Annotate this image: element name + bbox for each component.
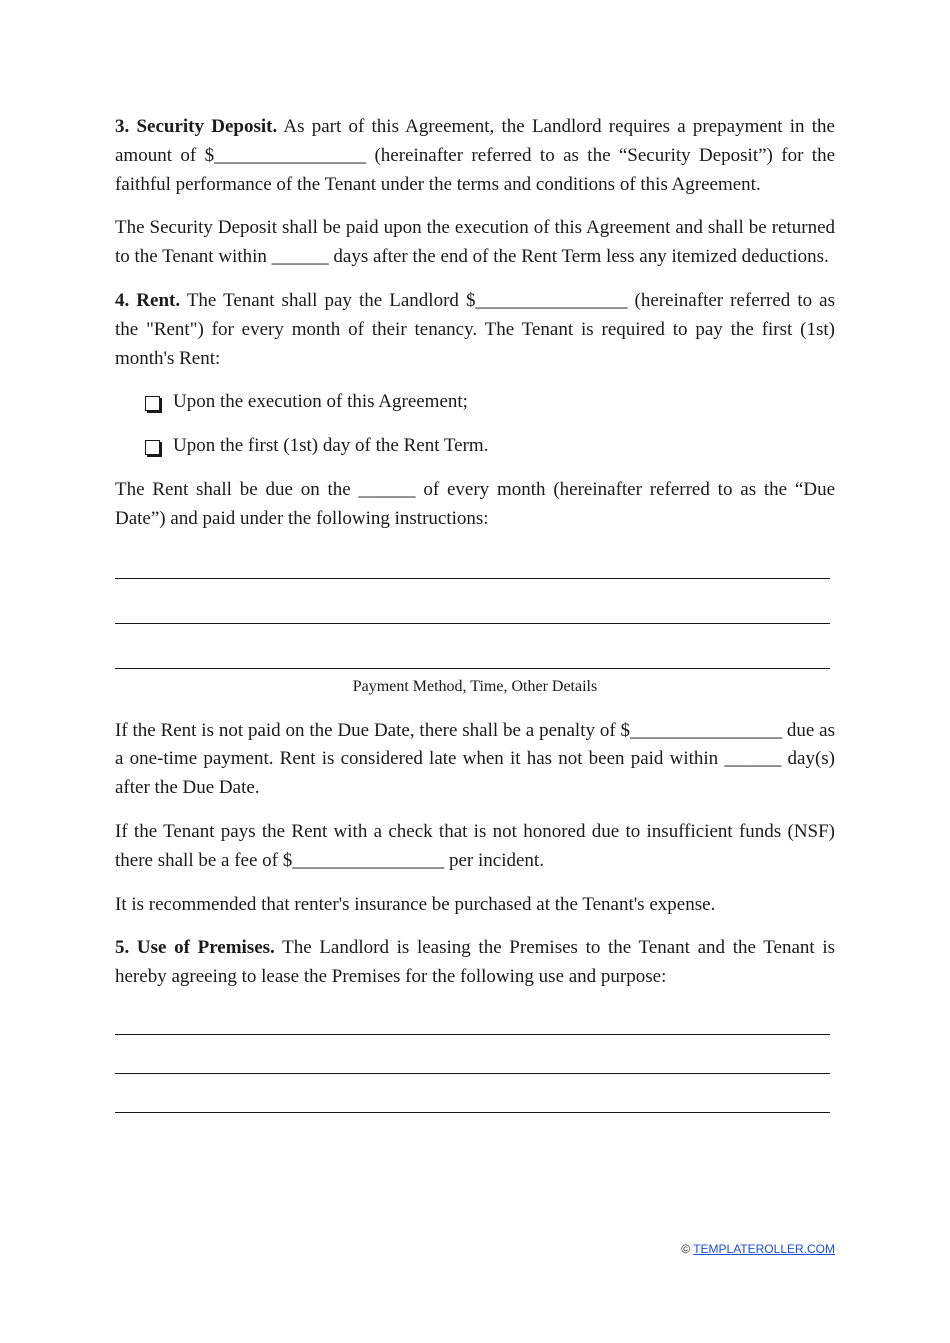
nsf-fee-paragraph: If the Tenant pays the Rent with a check that is not honored due to insufficient funds (NSF) there shall be a fee of $________________ per incident. <box>115 820 835 871</box>
due-date-paragraph: The Rent shall be due on the ______ of every month (hereinafter referred to as the “Due Date”) and paid under the following instructions: <box>115 478 835 529</box>
insurance-paragraph: It is recommended that renter's insurance be purchased at the Tenant's expense. <box>115 893 716 915</box>
checkbox-icon[interactable] <box>145 396 160 411</box>
use-of-premises-heading: 5. Use of Premises. <box>115 937 275 959</box>
copyright-symbol: © <box>681 1242 691 1256</box>
rent-heading: 4. Rent. <box>115 289 181 311</box>
security-deposit-text: As part of this Agreement, the Landlord requires a prepayment in the amount of $________________ (hereinafter referred to as the “Security Deposit”) for the faithful performance of the Tenant under the terms and conditions of this Agreement. <box>115 116 835 195</box>
rent-option-execution[interactable] <box>145 388 835 417</box>
use-of-premises-paragraph <box>115 934 835 992</box>
security-deposit-return-paragraph: The Security Deposit shall be paid upon the execution of this Agreement and shall be returned to the Tenant within ______ days after the end of the Rent Term less any itemized deductions. <box>115 217 835 268</box>
checkbox-icon[interactable] <box>145 440 160 455</box>
footer <box>681 1242 835 1256</box>
security-deposit-paragraph <box>115 113 835 199</box>
rent-option-first-day-label: Upon the first (1st) day of the Rent Term. <box>173 435 489 457</box>
security-deposit-heading: 3. Security Deposit. <box>115 116 278 137</box>
document-page <box>115 113 835 1113</box>
payment-blank-line-3[interactable] <box>115 667 830 669</box>
rent-text: The Tenant shall pay the Landlord $________________ (hereinafter referred to as the "Rent") for every month of their tenancy. The Tenant is required to pay the first (1st) month's Rent: <box>115 289 835 369</box>
rent-option-first-day[interactable] <box>145 432 835 461</box>
late-penalty-paragraph: If the Rent is not paid on the Due Date, there shall be a penalty of $________________ due as a one-time payment. Rent is considered late when it has not been paid within ______ day(s) after the Due Date. <box>115 719 835 799</box>
payment-caption: Payment Method, Time, Other Details <box>352 677 598 695</box>
use-blank-line-3[interactable] <box>115 1111 830 1113</box>
use-of-premises-text: The Landlord is leasing the Premises to the Tenant and the Tenant is hereby agreeing to lease the Premises for the following use and purpose: <box>115 937 835 988</box>
templateroller-link[interactable]: TEMPLATEROLLER.COM <box>693 1242 835 1256</box>
rent-paragraph <box>115 287 835 373</box>
rent-option-execution-label: Upon the execution of this Agreement; <box>173 391 468 413</box>
